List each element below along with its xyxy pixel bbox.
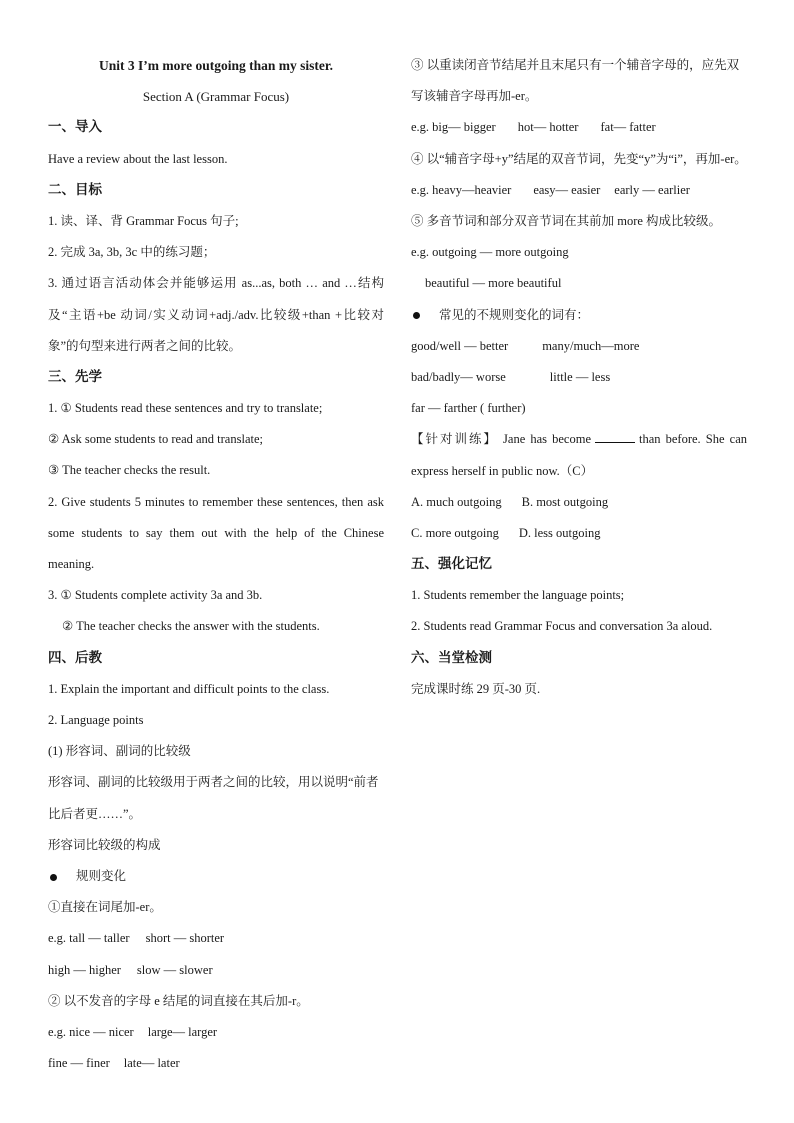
section-heading-goals: 二、目标 [48, 181, 102, 198]
reinforce-item-1: 1. Students remember the language points; [411, 588, 625, 603]
goal-item-2: 2. 完成 3a, 3b, 3c 中的练习题； [48, 245, 216, 260]
rule-4-example [411, 175, 747, 206]
irregular-row-1 [411, 331, 747, 362]
example-word: slow — slower [136, 962, 213, 977]
drill-label: 【针对训练】 [411, 432, 498, 447]
formation-title: 形容词比较级的构成 [48, 837, 161, 852]
example-word: e.g. nice — nicer [48, 1024, 134, 1039]
regular-change-label: 规则变化 [76, 869, 127, 883]
prelearn-step-3b: ② The teacher checks the answer with the students. [62, 619, 320, 634]
check-item: 完成课时练 29 页-30 页. [411, 681, 541, 696]
rule-3: ③ 以重读闭音节结尾并且末尾只有一个辅音字母的，应先双写该辅音字母再加-er。 [411, 58, 740, 104]
document-title: Unit 3 I’m more outgoing than my sister. [98, 58, 333, 73]
example-word: fat— fatter [600, 120, 656, 135]
grammar-explanation: 形容词、副词的比较级用于两者之间的比较，用以说明“前者比后者更……”。 [48, 775, 379, 821]
rule-2: ② 以不发音的字母 e 结尾的词直接在其后加-r。 [48, 993, 309, 1008]
rule-1-example-2 [48, 955, 384, 986]
drill-question-end: than before. She can express herself in public now.（C） [411, 432, 747, 478]
prelearn-step-1b: ② Ask some students to read and translate; [48, 432, 263, 447]
example-word: e.g. heavy—heavier [411, 182, 512, 197]
option-a: A. much outgoing [411, 494, 502, 509]
teaching-point-1: 1. Explain the important and difficult points to the class. [48, 681, 330, 696]
irregular-change-label: 常见的不规则变化的词有： [439, 307, 590, 322]
document-subtitle: Section A (Grammar Focus) [142, 89, 290, 105]
teaching-point-2: 2. Language points [48, 713, 144, 728]
irregular-row-3: far — farther ( further) [411, 401, 526, 416]
rule-4: ④ 以“辅音字母+y”结尾的双音节词，先变“y”为“i”，再加-er。 [411, 151, 747, 166]
prelearn-step-2: 2. Give students 5 minutes to remember these sentences, then ask some students to say them out with the help of the Chinese meaning. [48, 494, 384, 572]
option-c: C. more outgoing [411, 525, 499, 540]
example-word: bad/badly— worse [411, 369, 506, 384]
example-word: easy— easier [533, 182, 601, 197]
drill-question-start: Jane has become [503, 432, 591, 447]
example-word: fine — finer [48, 1056, 110, 1071]
rule-5-example-2: beautiful — more beautiful [425, 276, 562, 291]
section-heading-reinforce: 五、强化记忆 [411, 556, 492, 573]
rule-2-example-2 [48, 1048, 384, 1079]
regular-change-item [48, 861, 384, 892]
rule-3-example [411, 112, 747, 143]
section-heading-teaching: 四、后教 [48, 649, 102, 666]
example-word: late— later [123, 1056, 180, 1071]
rule-5: ⑤ 多音节词和部分双音节词在其前加 more 构成比较级。 [411, 213, 722, 228]
intro-text: Have a review about the last lesson. [48, 151, 228, 166]
example-word: large— larger [147, 1024, 218, 1039]
bullet-icon [48, 861, 76, 892]
example-word: good/well — better [411, 338, 509, 353]
prelearn-step-3a: 3. ① Students complete activity 3a and 3b. [48, 588, 263, 603]
example-word: e.g. big— bigger [411, 120, 496, 135]
section-heading-check: 六、当堂检测 [411, 649, 492, 666]
example-word: short — shorter [145, 931, 225, 946]
example-word: early — earlier [614, 182, 690, 197]
drill-options-row-2 [411, 518, 747, 549]
irregular-row-2 [411, 362, 747, 393]
rule-5-example-1: e.g. outgoing — more outgoing [411, 245, 569, 260]
grammar-subtitle: (1) 形容词、副词的比较级 [48, 744, 191, 759]
drill-question [411, 424, 747, 486]
prelearn-step-1a: 1. ① Students read these sentences and try to translate; [48, 401, 323, 416]
left-column [48, 50, 384, 1079]
rule-2-example-1 [48, 1017, 384, 1048]
goal-item-1: 1. 读、译、背 Grammar Focus 句子; [48, 213, 239, 228]
example-word: e.g. tall — taller [48, 931, 130, 946]
example-word: little — less [549, 369, 611, 384]
rule-1-example-1 [48, 923, 384, 954]
bullet-icon [411, 300, 439, 331]
rule-1: ①直接在词尾加-er。 [48, 900, 162, 915]
section-heading-intro: 一、导入 [48, 119, 102, 136]
example-word: hot— hotter [517, 120, 579, 135]
reinforce-item-2: 2. Students read Grammar Focus and conversation 3a aloud. [411, 619, 713, 634]
answer-blank [595, 428, 635, 443]
goal-item-3: 3. 通过语言活动体会并能够运用 as...as, both … and …结构及“主语+be 动词/实义动词+adj./adv.比较级+than +比较对象”的句型来进行两者之间的比较。 [48, 276, 384, 353]
option-d: D. less outgoing [518, 525, 601, 540]
drill-options-row-1 [411, 487, 747, 518]
section-heading-prelearn: 三、先学 [48, 368, 102, 385]
example-word: high — higher [48, 962, 121, 977]
irregular-change-item [411, 300, 747, 331]
right-column [411, 50, 747, 705]
example-word: many/much—more [542, 338, 640, 353]
option-b: B. most outgoing [521, 494, 609, 509]
prelearn-step-1c: ③ The teacher checks the result. [48, 463, 211, 478]
